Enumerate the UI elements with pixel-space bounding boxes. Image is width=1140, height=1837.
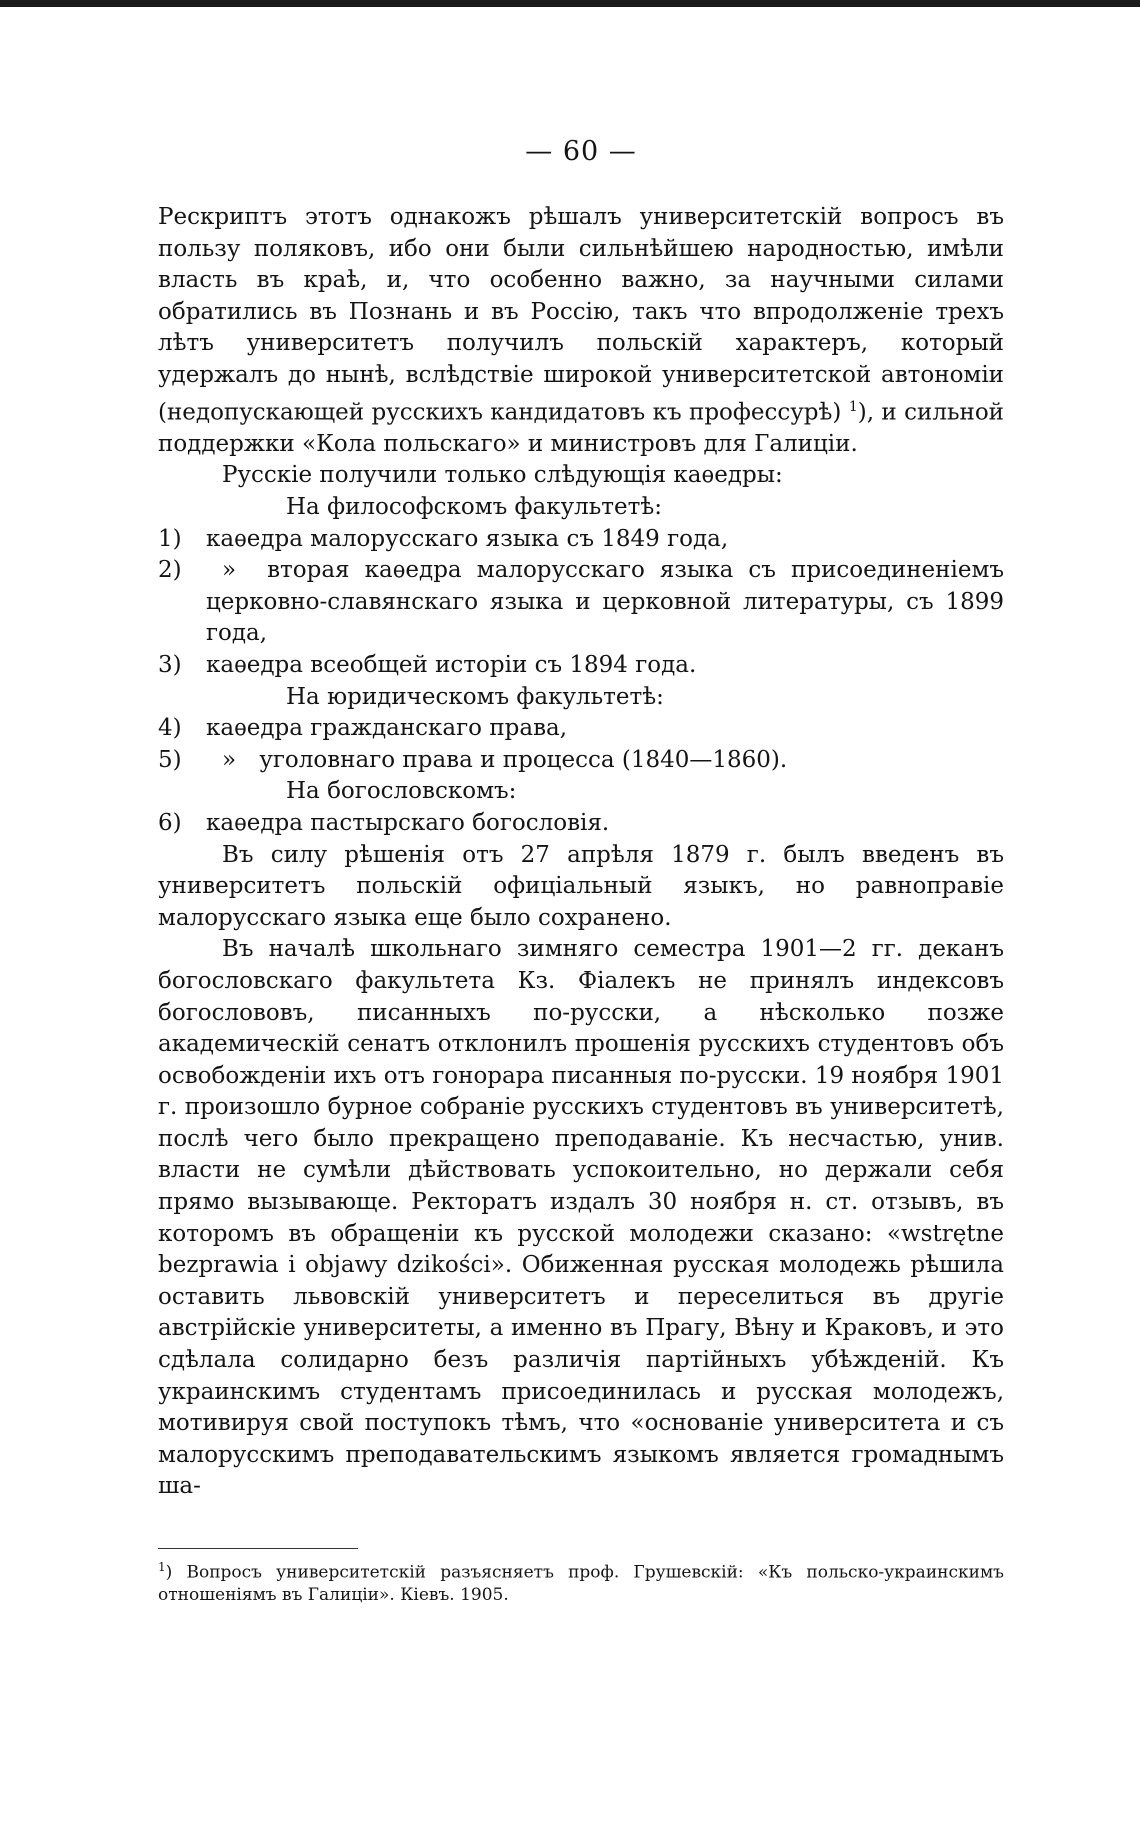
list-item-text-container [206,555,1004,650]
list-item-text: вторая каѳедра малорусскаго языка съ присоединеніемъ церковно-славянскаго языка и церковной литературы, съ 1899 года, [206,557,1004,647]
list-item-number: 6) [158,809,182,836]
list-item-number: 2) [158,557,182,584]
list-item [158,555,1004,650]
faculty-heading-law: На юридическомъ факультетѣ: [286,683,664,710]
list-item [158,524,1004,556]
list-item-number: 4) [158,715,182,742]
list-item-text: уголовнаго права и процесса (1840—1860). [259,746,788,773]
list-item-number: 3) [158,651,182,678]
page-number: — 60 — [525,136,637,167]
list-item-text: каѳедра всеобщей исторіи съ 1894 года. [206,651,697,678]
paragraph-rescript-end: ), и сильной поддержки «Кола польскаго» и министровъ для Галиціи. [158,399,1005,457]
top-scan-border [0,0,1140,7]
list-item-number: 1) [158,525,182,552]
body-text [158,202,1004,1503]
list-item-text: каѳедра гражданскаго права, [206,715,568,742]
paragraph-rescript-text: Рескриптъ этотъ однакожъ рѣшалъ университетскій вопросъ въ пользу поляковъ, ибо они были сильнѣйшею народностью, имѣли власть въ краѣ, и, что особенно важно, за научными силами обратились въ Познань и въ Россію, такъ что впродолженіе трехъ лѣтъ университетъ получилъ польскій характеръ, который удержалъ до нынѣ, вслѣдствіе широкой университетской автономіи (недопускающей русскихъ кандидатовъ къ профессурѣ) [158,204,1004,426]
ditto-mark: » [221,746,237,773]
paragraph-chairs-intro: Русскіе получили только слѣдующія каѳедры: [222,462,783,489]
list-item [158,713,1004,745]
footnote-mark: 1 [158,1560,166,1574]
footnote-text: ) Вопросъ университетскій разъясняетъ проф. Грушевскій: «Къ польско-украинскимъ отношеніямъ въ Галиціи». Кіевъ. 1905. [158,1562,1004,1605]
faculty-heading-philosophy: На философскомъ факультетѣ: [286,494,662,520]
list-item-number: 5) [158,746,182,773]
footnote [158,1556,1004,1606]
paragraph-rescript [158,202,1004,460]
ditto-mark: » [221,557,237,584]
footnote-reference: 1 [848,398,858,415]
list-item [158,808,1004,840]
list-item [158,745,1004,777]
footnote-divider [158,1548,358,1549]
faculty-heading-theology: На богословскомъ: [286,778,517,805]
list-item-text-container [206,745,1004,777]
list-item [158,650,1004,682]
paragraph-decision-1879: Въ силу рѣшенія отъ 27 апрѣля 1879 г. былъ введенъ въ университетъ польскій офиціальный языкъ, но равноправіе малорусскаго языка еще было сохранено. [158,841,1004,931]
list-item-text: каѳедра пастырскаго богословія. [206,809,610,836]
list-item-text: каѳедра малорусскаго языка съ 1849 года, [206,525,729,552]
paragraph-semester-1901: Въ началѣ школьнаго зимняго семестра 1901—2 гг. деканъ богословскаго факультета Кз. Фіалекъ не принялъ индексовъ богослововъ, писанныхъ по-русски, а нѣсколько позже академическій сенатъ отклонилъ прошенія русскихъ студентовъ объ освобожденіи ихъ отъ гонорара писанныя по-русски. 19 ноября 1901 г. произошло бурное собраніе русскихъ студентовъ въ университетѣ, послѣ чего было прекращено преподаваніе. Къ несчастью, унив. власти не сумѣли дѣйствовать успокоительно, но держали себя прямо вызывающе. Ректоратъ издалъ 30 ноября н. ст. отзывъ, въ которомъ въ обращеніи къ русской молодежи сказано: «wstrętne bezprawia i objawy dzikości». Обиженная русская молодежь рѣшила оставить львовскій университетъ и переселиться въ другіе австрійскіе университеты, а именно въ Прагу, Вѣну и Краковъ, и это сдѣлала солидарно безъ различія партійныхъ убѣжденій. Къ украинскимъ студентамъ присоединилась и русская молодежъ, мотивируя свой поступокъ тѣмъ, что «основаніе университета и съ малорусскимъ преподавательскимъ языкомъ является громаднымъ ша- [158,936,1005,1500]
